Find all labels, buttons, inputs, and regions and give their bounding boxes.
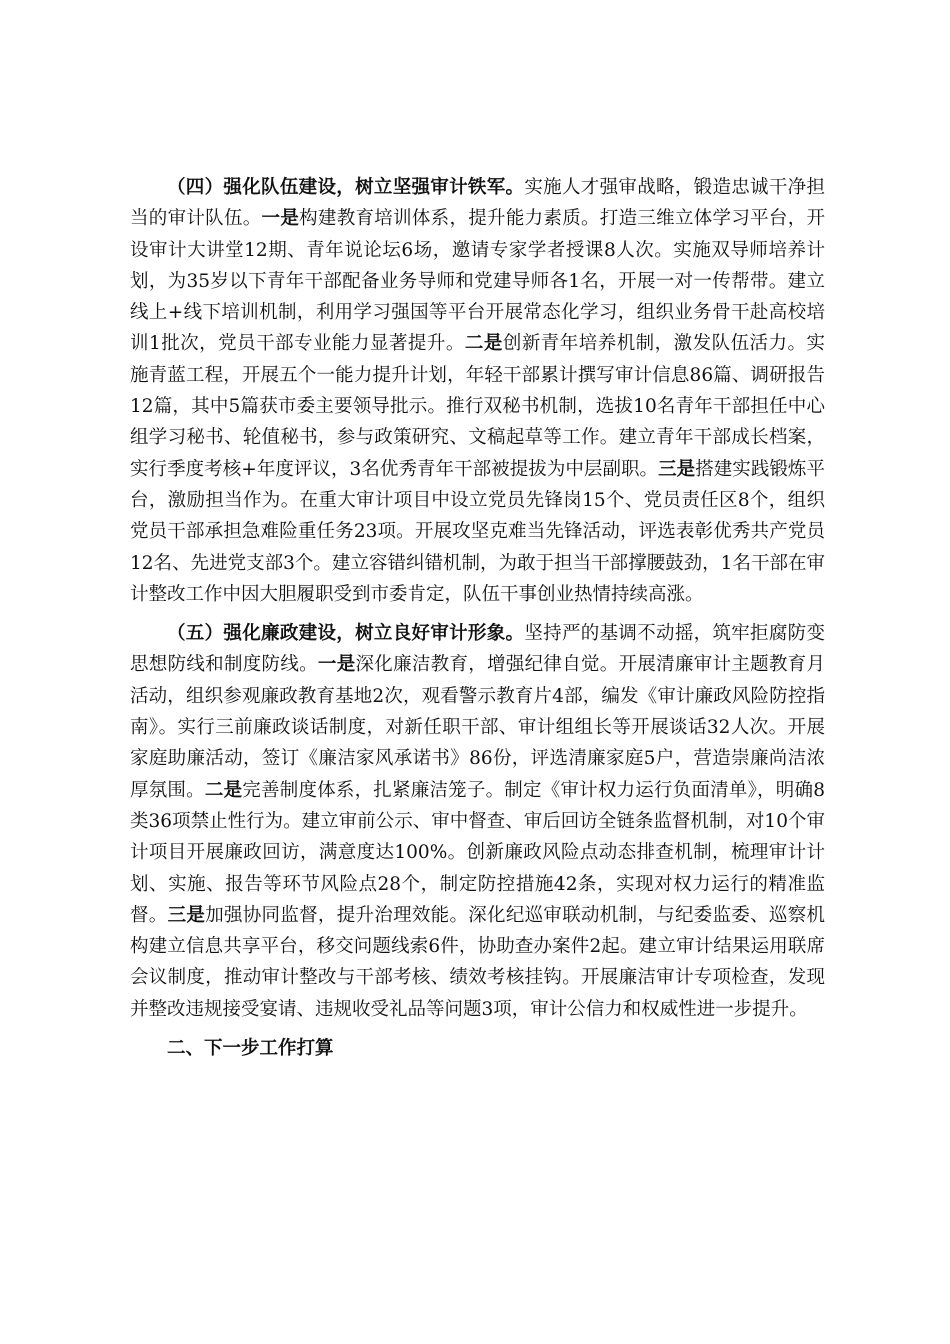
- section-heading: 二、下一步工作打算: [167, 1038, 334, 1060]
- paragraph-text: 完善制度体系，扎紧廉洁笼子。制定《审计权力运行负面清单》，明确8类36项禁止性行为。建立审前公示、审中督查、审后回访全链条监督机制，对10个审计项目开展廉政回访，满意度达100%。创新廉政风险点动态排查机制，梳理审计计划、实施、报告等环节风险点28个，制定防控措施42条，实现对权力运行的精准监督。: [130, 779, 825, 926]
- paragraph-text: 创新青年培养机制，激发队伍活力。实施青蓝工程，开展五个一能力提升计划，年轻干部累计撰写审计信息86篇、调研报告12篇，其中5篇获市委主要领导批示。推行双秘书机制，选拔10名青年干部担任中心组学习秘书、轮值秘书，参与政策研究、文稿起草等工作。建立青年干部成长档案，实行季度考核+年度评议，3名优秀青年干部被提拔为中层副职。: [130, 333, 825, 480]
- paragraph-heading: （五）强化廉政建设，树立良好审计形象。: [167, 623, 525, 645]
- paragraph-text: 坚持严的基调不动摇，筑牢拒腐防变思想防线和制度防线。: [130, 623, 825, 676]
- point-marker-1: 一是: [261, 208, 300, 230]
- point-marker-3: 三是: [658, 458, 696, 480]
- paragraph-heading: （四）强化队伍建设，树立坚强审计铁军。: [167, 177, 525, 198]
- paragraph-integrity-building: [130, 618, 825, 1025]
- paragraph-text: 构建教育培训体系，提升能力素质。打造三维立体学习平台，开设审计大讲堂12期、青年说论坛6场，邀请专家学者授课8人次。实施双导师培养计划，为35岁以下青年干部配备业务导师和党建导师各1名，开展一对一传帮带。建立线上+线下培训机制，利用学习强国等平台开展常态化学习，组织业务骨干赴高校培训1批次，党员干部专业能力显著提升。: [130, 208, 825, 355]
- paragraph-team-building: [130, 172, 825, 610]
- point-marker-2: 二是: [464, 333, 503, 355]
- document-page: [130, 172, 825, 1064]
- point-marker-1: 一是: [317, 654, 356, 676]
- paragraph-text: 实施人才强审战略，锻造忠诚干净担当的审计队伍。: [130, 177, 825, 230]
- point-marker-3: 三是: [167, 904, 206, 926]
- point-marker-2: 二是: [204, 779, 243, 801]
- paragraph-text: 加强协同监督，提升治理效能。深化纪巡审联动机制，与纪委监委、巡察机构建立信息共享平台，移交问题线索6件，协助查办案件2起。建立审计结果运用联席会议制度，推动审计整改与干部考核、绩效考核挂钩。开展廉洁审计专项检查，发现并整改违规接受宴请、违规收受礼品等问题3项，审计公信力和权威性进一步提升。: [130, 904, 825, 1020]
- paragraph-text: 深化廉洁教育，增强纪律自觉。开展清廉审计主题教育月活动，组织参观廉政教育基地2次，观看警示教育片4部，编发《审计廉政风险防控指南》。实行三前廉政谈话制度，对新任职干部、审计组组长等开展谈话32人次。开展家庭助廉活动，签订《廉洁家风承诺书》86份，评选清廉家庭5户，营造崇廉尚洁浓厚氛围。: [130, 654, 825, 801]
- paragraph-text: 搭建实践锻炼平台，激励担当作为。在重大审计项目中设立党员先锋岗15个、党员责任区8个，组织党员干部承担急难险重任务23项。开展攻坚克难当先锋活动，评选表彰优秀共产党员12名、先进党支部3个。建立容错纠错机制，为敢于担当干部撑腰鼓劲，1名干部在审计整改工作中因大胆履职受到市委肯定，队伍干事创业热情持续高涨。: [130, 458, 825, 605]
